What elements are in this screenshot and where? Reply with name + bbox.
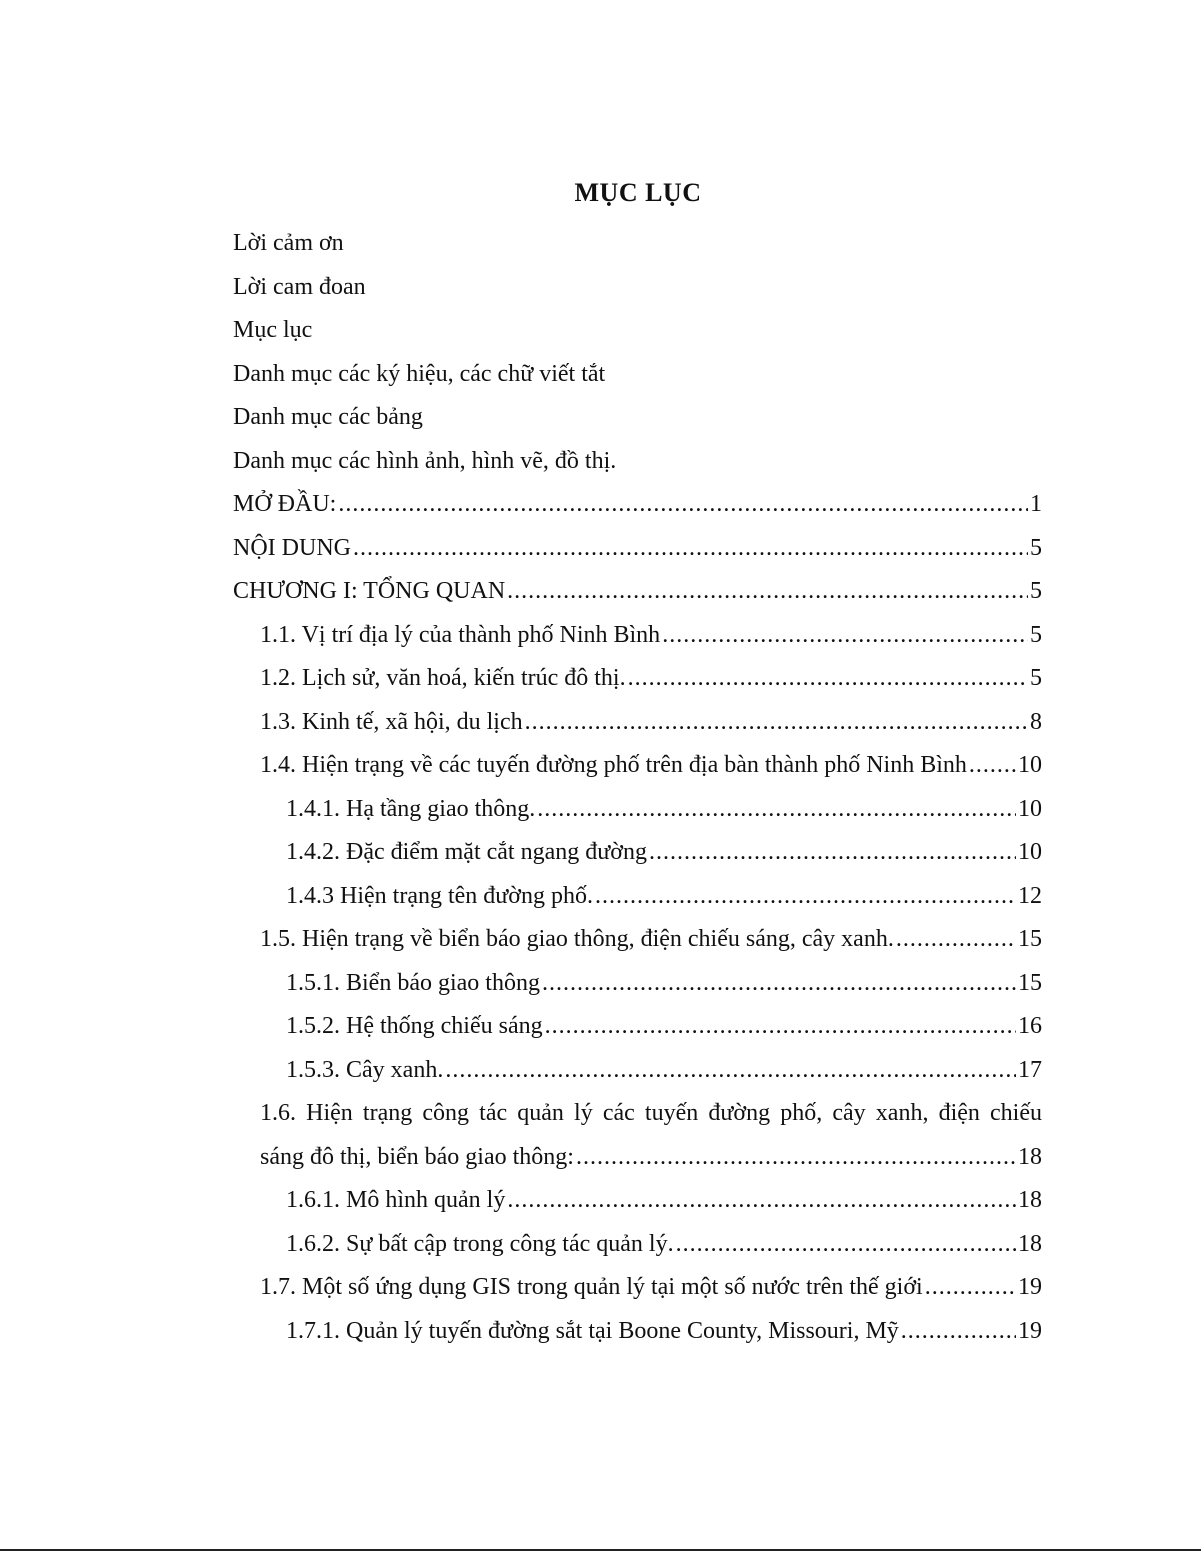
toc-page-number: 18 <box>1018 1230 1042 1257</box>
dot-leader <box>969 744 1016 788</box>
dot-leader <box>896 918 1016 962</box>
dot-leader <box>525 701 1028 745</box>
dot-leader <box>545 1005 1016 1049</box>
toc-entry-label: 1.4.1. Hạ tầng giao thông. <box>286 795 536 822</box>
dot-leader <box>338 483 1028 527</box>
toc-entry-label: 1.7. Một số ứng dụng GIS trong quản lý tại một số nước trên thế giới <box>260 1274 923 1300</box>
toc-entry <box>233 527 1042 571</box>
toc-page-number: 15 <box>1018 926 1042 952</box>
toc-entry <box>233 788 1042 832</box>
table-of-contents <box>233 222 1042 1353</box>
dot-leader <box>649 831 1016 875</box>
toc-page-number: 5 <box>1030 665 1042 691</box>
dot-leader <box>576 1136 1016 1180</box>
toc-entry <box>233 744 1042 788</box>
toc-entry <box>233 962 1042 1006</box>
toc-page-number: 5 <box>1030 534 1042 561</box>
toc-entry <box>233 875 1042 919</box>
dot-leader <box>925 1266 1016 1310</box>
toc-front-matter-item: Danh mục các bảng <box>233 404 423 430</box>
toc-entry <box>233 657 1042 701</box>
toc-entry-label: sáng đô thị, biển báo giao thông: <box>260 1143 574 1170</box>
toc-entry-label: 1.4.3 Hiện trạng tên đường phố. <box>286 882 593 909</box>
page-bottom-border <box>0 1549 1201 1551</box>
toc-entry <box>233 1310 1042 1354</box>
toc-page-number: 12 <box>1018 882 1042 909</box>
toc-page-number: 8 <box>1030 708 1042 735</box>
dot-leader <box>353 527 1028 571</box>
toc-entry <box>233 1266 1042 1310</box>
toc-entry-label: 1.5.3. Cây xanh. <box>286 1056 444 1083</box>
dot-leader <box>542 962 1016 1006</box>
dot-leader <box>662 614 1028 658</box>
toc-entry-label: 1.4.2. Đặc điểm mặt cắt ngang đường <box>286 839 647 865</box>
dot-leader <box>445 1049 1016 1093</box>
toc-entry <box>233 701 1042 745</box>
toc-front-matter-item: Mục lục <box>233 317 313 343</box>
toc-page-number: 17 <box>1018 1056 1042 1083</box>
toc-entry <box>233 483 1042 527</box>
toc-page-number: 10 <box>1018 795 1042 822</box>
toc-entry <box>233 1179 1042 1223</box>
dot-leader <box>507 1179 1016 1223</box>
toc-entry <box>233 1005 1042 1049</box>
toc-entry-label: NỘI DUNG <box>233 534 351 561</box>
dot-leader <box>628 657 1028 701</box>
toc-entry-label: 1.6.1. Mô hình quản lý <box>286 1187 506 1213</box>
toc-entry <box>233 1049 1042 1093</box>
toc-entry-label: CHƯƠNG I: TỔNG QUAN <box>233 578 506 604</box>
toc-page-number: 19 <box>1018 1274 1042 1300</box>
toc-page-number: 1 <box>1030 491 1042 517</box>
toc-entry-label: 1.1. Vị trí địa lý của thành phố Ninh Bình <box>260 621 661 648</box>
dot-leader <box>901 1310 1016 1354</box>
toc-entry-label: 1.4. Hiện trạng về các tuyến đường phố trên địa bàn thành phố Ninh Bình <box>260 752 967 778</box>
dot-leader <box>507 570 1028 614</box>
toc-entry-label: MỞ ĐẦU: <box>233 491 337 517</box>
toc-entry-label: 1.7.1. Quản lý tuyến đường sắt tại Boone County, Missouri, Mỹ <box>286 1317 899 1344</box>
toc-entry <box>233 614 1042 658</box>
toc-page-number: 5 <box>1030 621 1042 648</box>
dot-leader <box>676 1223 1016 1267</box>
dot-leader <box>595 875 1016 919</box>
toc-entry-label: 1.3. Kinh tế, xã hội, du lịch <box>260 708 523 735</box>
toc-entry-label: 1.5.1. Biển báo giao thông <box>286 969 540 996</box>
toc-front-matter-item: Danh mục các hình ảnh, hình vẽ, đồ thị. <box>233 447 617 474</box>
toc-page-number: 16 <box>1018 1013 1042 1039</box>
toc-entry-label: 1.6.2. Sự bất cập trong công tác quản lý. <box>286 1230 674 1257</box>
toc-page-number: 10 <box>1018 839 1042 865</box>
toc-page-number: 15 <box>1018 969 1042 996</box>
toc-entry <box>233 918 1042 962</box>
toc-entry-label: 1.2. Lịch sử, văn hoá, kiến trúc đô thị. <box>260 665 626 691</box>
toc-page-number: 10 <box>1018 752 1042 778</box>
toc-front-matter-item: Lời cam đoan <box>233 273 366 300</box>
toc-entry <box>233 1223 1042 1267</box>
toc-entry-label: 1.5.2. Hệ thống chiếu sáng <box>286 1013 543 1039</box>
toc-entry <box>233 1092 1042 1179</box>
dot-leader <box>537 788 1016 832</box>
toc-page-number: 5 <box>1030 578 1042 604</box>
toc-entry-label: 1.5. Hiện trạng về biển báo giao thông, điện chiếu sáng, cây xanh. <box>260 926 894 952</box>
toc-page-number: 18 <box>1018 1187 1042 1213</box>
toc-front-matter-item: Lời cảm ơn <box>233 230 344 256</box>
toc-entry <box>233 570 1042 614</box>
page-title: MỤC LỤC <box>574 178 702 207</box>
toc-front-matter-item: Danh mục các ký hiệu, các chữ viết tắt <box>233 360 606 387</box>
toc-page-number: 18 <box>1018 1143 1042 1170</box>
toc-entry-continuation <box>260 1136 1042 1180</box>
toc-entry <box>233 831 1042 875</box>
toc-entry-label: 1.6. Hiện trạng công tác quản lý các tuyến đường phố, cây xanh, điện chiếu <box>260 1100 1042 1126</box>
toc-page-number: 19 <box>1018 1317 1042 1344</box>
